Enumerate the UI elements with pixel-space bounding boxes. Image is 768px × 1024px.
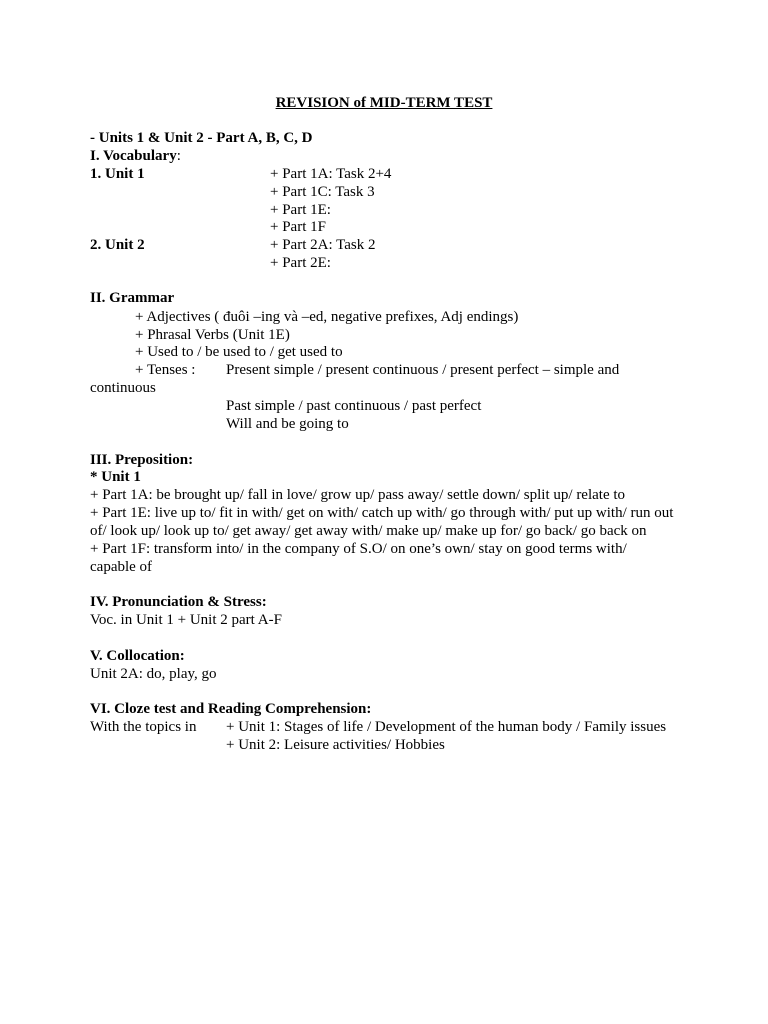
- vocab-unit2-part: + Part 2A: Task 2: [270, 237, 376, 253]
- vocab-unit1-part: + Part 1F: [270, 219, 326, 235]
- preposition-line: capable of: [90, 559, 153, 575]
- cloze-topic: + Unit 2: Leisure activities/ Hobbies: [226, 737, 445, 753]
- tenses-wrap: continuous: [90, 380, 156, 396]
- preposition-line: + Part 1E: live up to/ fit in with/ get on with/ catch up with/ go through with/ put up with/ run out: [90, 505, 674, 521]
- page-title: REVISION of MID-TERM TEST: [275, 95, 493, 111]
- vocab-unit1-part: + Part 1C: Task 3: [270, 184, 375, 200]
- vocab-unit1-part: + Part 1E:: [270, 202, 331, 218]
- pronunciation-text: Voc. in Unit 1 + Unit 2 part A-F: [90, 612, 282, 628]
- scope-line: - Units 1 & Unit 2 - Part A, B, C, D: [90, 130, 313, 146]
- vocab-unit2-label: 2. Unit 2: [90, 237, 145, 253]
- vocabulary-heading-line: [90, 147, 181, 165]
- vocab-unit1-label: 1. Unit 1: [90, 166, 145, 182]
- grammar-item: + Phrasal Verbs (Unit 1E): [135, 327, 290, 343]
- grammar-heading: II. Grammar: [90, 290, 175, 306]
- preposition-line: + Part 1F: transform into/ in the company of S.O/ on one’s own/ stay on good terms with/: [90, 541, 627, 557]
- tenses-label: + Tenses :: [135, 362, 196, 378]
- collocation-heading: V. Collocation:: [90, 648, 185, 664]
- tenses-line: Present simple / present continuous / present perfect – simple and: [226, 362, 620, 378]
- tenses-line: Past simple / past continuous / past perfect: [226, 398, 482, 414]
- vocabulary-heading: I. Vocabulary: [90, 148, 177, 164]
- cloze-lead: With the topics in: [90, 719, 197, 735]
- grammar-item: + Adjectives ( đuôi –ing và –ed, negative prefixes, Adj endings): [135, 309, 519, 325]
- collocation-text: Unit 2A: do, play, go: [90, 666, 217, 682]
- preposition-heading: III. Preposition:: [90, 452, 194, 468]
- cloze-topic: + Unit 1: Stages of life / Development of the human body / Family issues: [226, 719, 667, 735]
- preposition-line: + Part 1A: be brought up/ fall in love/ grow up/ pass away/ settle down/ split up/ relate to: [90, 487, 626, 503]
- vocabulary-colon: :: [176, 148, 181, 164]
- vocab-unit2-part: + Part 2E:: [270, 255, 331, 271]
- grammar-item: + Used to / be used to / get used to: [135, 344, 343, 360]
- cloze-heading: VI. Cloze test and Reading Comprehension:: [90, 701, 372, 717]
- preposition-line: of/ look up/ look up to/ get away/ get away with/ make up/ make up for/ go back/ go back on: [90, 523, 647, 539]
- pronunciation-heading: IV. Pronunciation & Stress:: [90, 594, 267, 610]
- preposition-unit: * Unit 1: [90, 469, 141, 485]
- tenses-line: Will and be going to: [226, 416, 349, 432]
- vocab-unit1-part: + Part 1A: Task 2+4: [270, 166, 392, 182]
